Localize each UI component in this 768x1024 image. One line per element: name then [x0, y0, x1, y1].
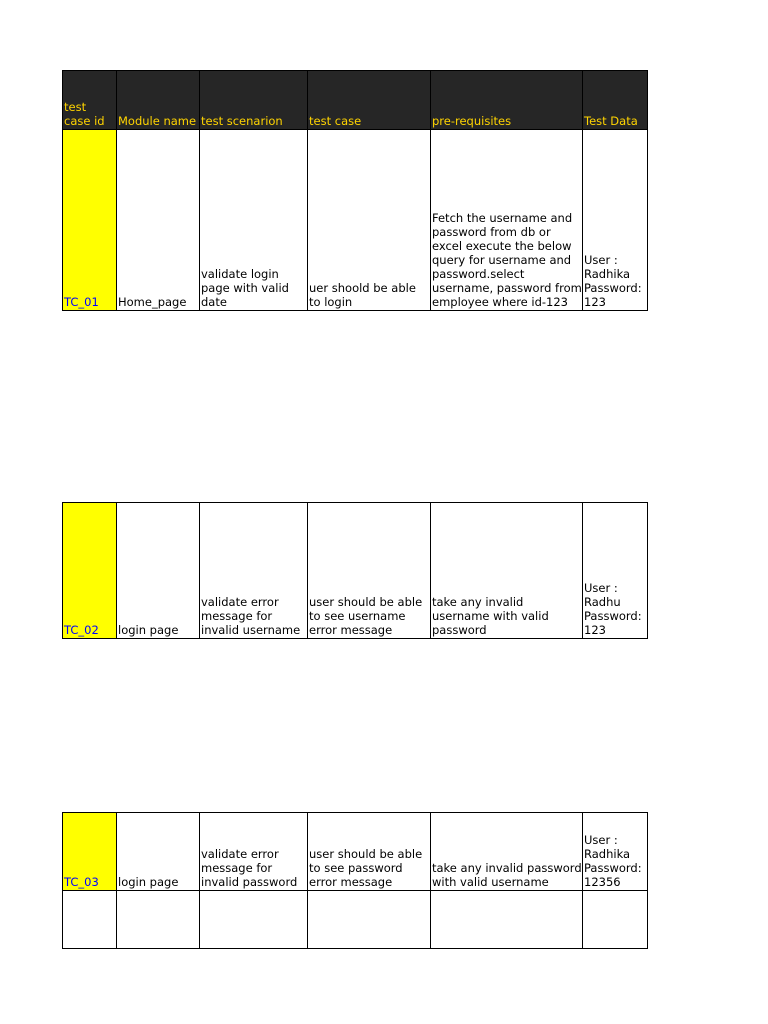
empty-cell[interactable] [583, 891, 648, 949]
pre-requisites-cell[interactable]: take any invalid username with valid password [431, 503, 583, 639]
test-scenario-cell[interactable]: validate error message for invalid username [200, 503, 308, 639]
header-row [63, 71, 648, 130]
table-row [63, 813, 648, 891]
header-module-name: Module name [117, 71, 200, 130]
pre-requisites-cell[interactable]: Fetch the username and password from db or excel execute the below query for username and password.select username, password from employee where id-123 [431, 130, 583, 311]
empty-cell[interactable] [63, 891, 117, 949]
test-data-cell[interactable]: User : Radhika Password: 123 [583, 130, 648, 311]
module-name-cell[interactable]: Home_page [117, 130, 200, 311]
header-test-scenario: test scenarion [200, 71, 308, 130]
test-case-id-cell[interactable]: TC_03 [63, 813, 117, 891]
test-case-table-2 [62, 502, 648, 639]
test-data-cell[interactable]: User : Radhu Password: 123 [583, 503, 648, 639]
test-data-cell[interactable]: User : Radhika Password: 12356 [583, 813, 648, 891]
empty-table-row [63, 891, 648, 949]
module-name-cell[interactable]: login page [117, 503, 200, 639]
test-case-table-1 [62, 70, 648, 311]
test-case-cell[interactable]: uer shoold be able to login [308, 130, 431, 311]
test-case-id-cell[interactable]: TC_02 [63, 503, 117, 639]
test-case-cell[interactable]: user should be able to see password error message [308, 813, 431, 891]
header-pre-requisites: pre-requisites [431, 71, 583, 130]
test-case-id-cell[interactable]: TC_01 [63, 130, 117, 311]
module-name-cell[interactable]: login page [117, 813, 200, 891]
empty-cell[interactable] [117, 891, 200, 949]
test-case-cell[interactable]: user should be able to see username error message [308, 503, 431, 639]
header-test-case-id: test case id [63, 71, 117, 130]
table-row [63, 503, 648, 639]
empty-cell[interactable] [200, 891, 308, 949]
test-scenario-cell[interactable]: validate error message for invalid password [200, 813, 308, 891]
test-scenario-cell[interactable]: validate login page with valid date [200, 130, 308, 311]
test-case-table-3 [62, 812, 648, 949]
header-test-data: Test Data [583, 71, 648, 130]
empty-cell[interactable] [308, 891, 431, 949]
table-row [63, 130, 648, 311]
pre-requisites-cell[interactable]: take any invalid password with valid username [431, 813, 583, 891]
empty-cell[interactable] [431, 891, 583, 949]
header-test-case: test case [308, 71, 431, 130]
